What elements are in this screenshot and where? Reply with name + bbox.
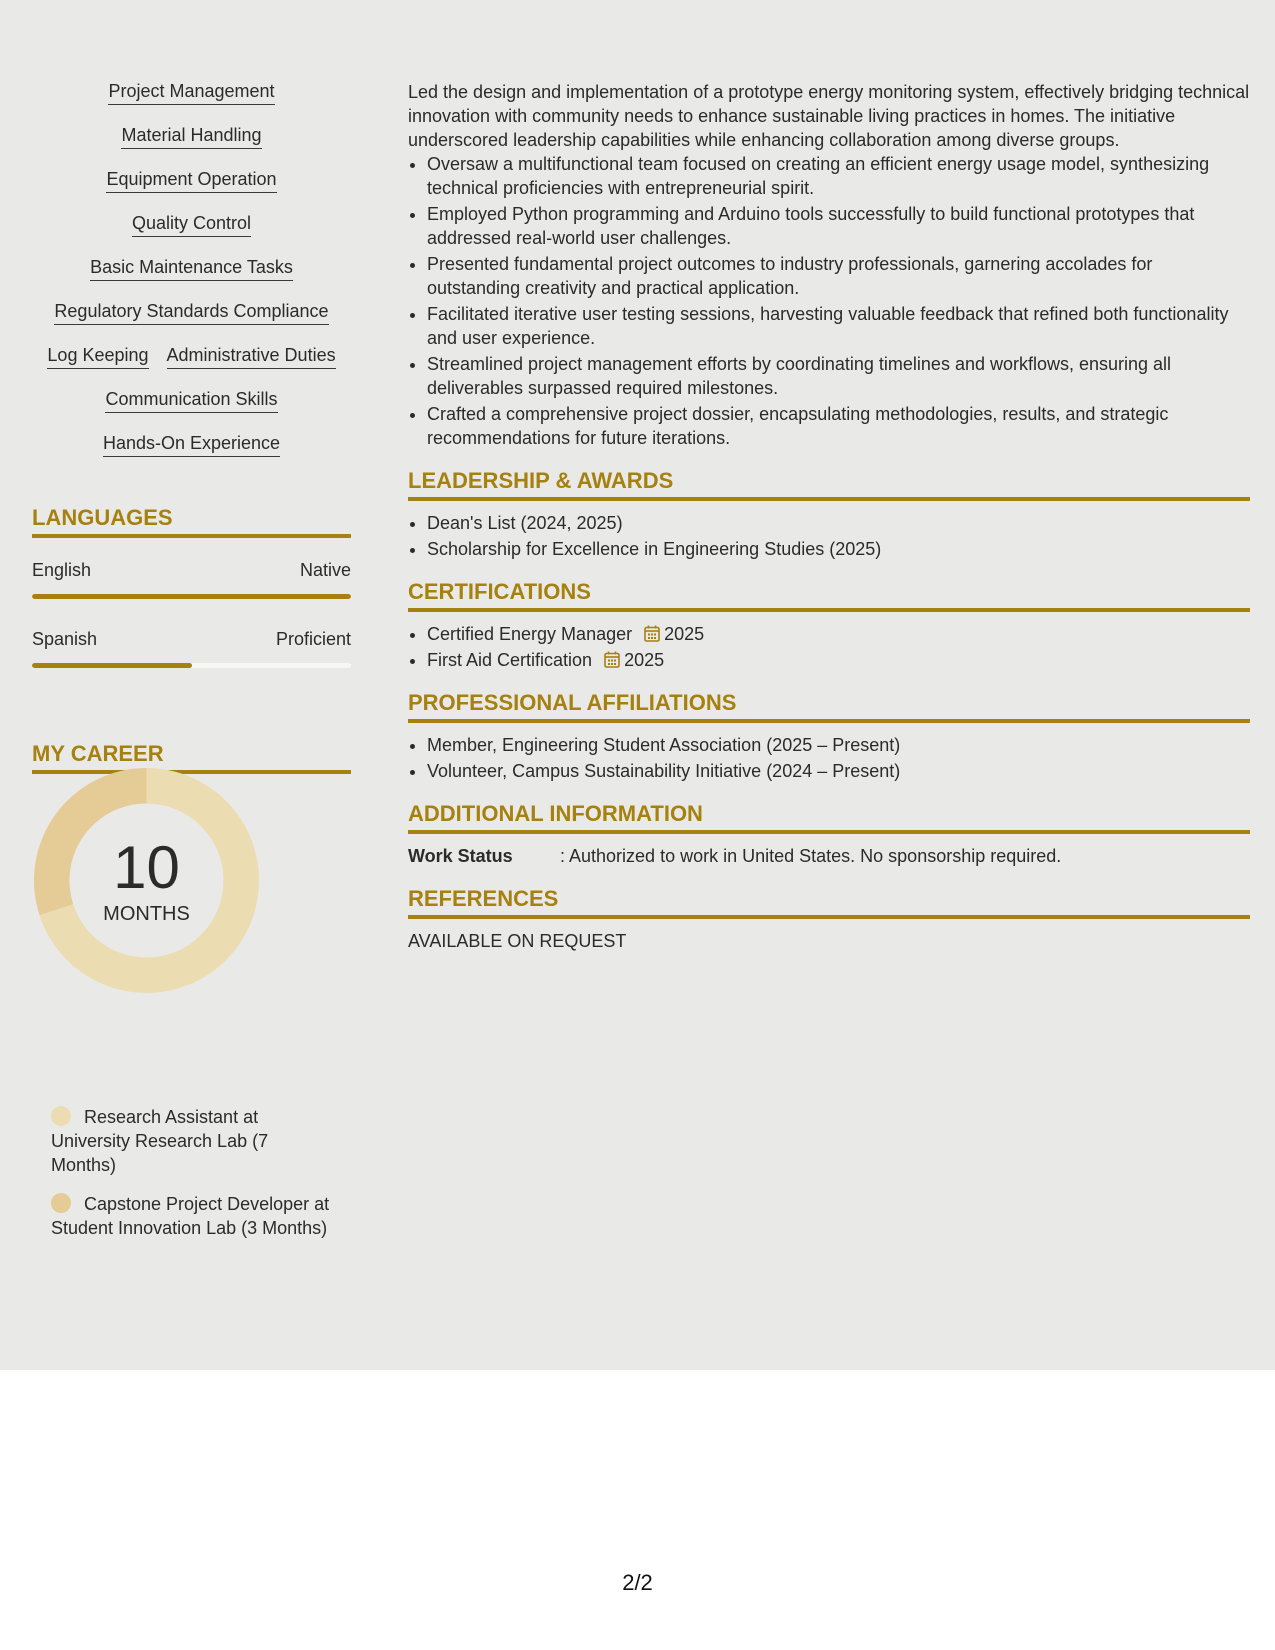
skill-row [32, 432, 351, 457]
legend-item [51, 1105, 331, 1177]
work-status-value: : Authorized to work in United States. No sponsorship required. [560, 846, 1062, 866]
skill-row [32, 212, 351, 237]
references-heading: REFERENCES [408, 885, 1250, 919]
skill-tag: Project Management [108, 80, 274, 105]
calendar-icon [644, 625, 660, 642]
language-bar-fill [32, 663, 192, 668]
project-bullets [408, 152, 1250, 450]
certifications-section [408, 578, 1250, 672]
affiliation-item: • Volunteer, Campus Sustainability Initiative (2024 – Present) [427, 759, 1250, 783]
language-name: Spanish [32, 629, 98, 649]
skill-tag: Quality Control [132, 212, 251, 237]
languages-heading: LANGUAGES [32, 504, 351, 538]
right-column [408, 80, 1250, 953]
donut-center [34, 768, 259, 993]
additional-info-section [408, 800, 1250, 868]
skill-tag: Material Handling [121, 124, 261, 149]
skill-tag: Basic Maintenance Tasks [90, 256, 293, 281]
affiliation-item: • Member, Engineering Student Association (2025 – Present) [427, 733, 1250, 757]
skill-row [32, 388, 351, 413]
calendar-icon [604, 651, 620, 668]
award-item: • Dean's List (2024, 2025) [427, 511, 1250, 535]
left-column [32, 80, 351, 774]
language-name: English [32, 560, 92, 580]
leadership-section [408, 467, 1250, 561]
legend-dot-icon [51, 1106, 71, 1126]
project-bullet: • Employed Python programming and Arduino tools successfully to build functional prototypes that addressed real-world user challenges. [427, 202, 1250, 250]
project-bullet: • Oversaw a multifunctional team focused on creating an efficient energy usage model, synthesizing technical proficiencies with entrepreneurial spirit. [427, 152, 1250, 200]
additional-info-heading: ADDITIONAL INFORMATION [408, 800, 1250, 834]
affiliations-heading: PROFESSIONAL AFFILIATIONS [408, 689, 1250, 723]
skill-row [32, 168, 351, 193]
language-bar-fill [32, 594, 351, 599]
certification-item [427, 622, 1250, 646]
legend-item [51, 1192, 331, 1240]
certifications-heading: CERTIFICATIONS [408, 578, 1250, 612]
language-bar [32, 663, 351, 668]
career-legend [51, 1105, 331, 1240]
affiliations-section [408, 689, 1250, 783]
references-text: AVAILABLE ON REQUEST [408, 931, 627, 951]
legend-dot-icon [51, 1193, 71, 1213]
skill-tag: Communication Skills [105, 388, 277, 413]
project-bullet: • Streamlined project management efforts by coordinating timelines and workflows, ensuring all deliverables surpassed required milestones. [427, 352, 1250, 400]
skill-row [32, 344, 351, 369]
award-item: • Scholarship for Excellence in Engineering Studies (2025) [427, 537, 1250, 561]
certification-name: First Aid Certification [427, 650, 593, 670]
career-donut-chart [34, 768, 259, 993]
work-status-key: Work Status [408, 846, 513, 866]
language-level: Proficient [275, 629, 351, 649]
leadership-heading: LEADERSHIP & AWARDS [408, 467, 1250, 501]
skill-row [32, 124, 351, 149]
project-bullet: • Crafted a comprehensive project dossier, encapsulating methodologies, results, and strategic recommendations for future iterations. [427, 402, 1250, 450]
legend-label: Capstone Project Developer at Student Innovation Lab (3 Months) [51, 1194, 330, 1238]
skill-tag: Administrative Duties [167, 344, 336, 369]
skill-row [32, 300, 351, 325]
skill-tag: Log Keeping [47, 344, 148, 369]
legend-label: Research Assistant at University Research Lab (7 Months) [51, 1107, 269, 1175]
skill-row [32, 256, 351, 281]
career-total-unit: MONTHS [103, 903, 190, 925]
language-spanish [32, 628, 351, 668]
work-status-row [408, 844, 1250, 868]
languages-section [32, 504, 351, 668]
certification-item [427, 648, 1250, 672]
project-summary: Led the design and implementation of a prototype energy monitoring system, effectively bridging technical innovation with community needs to enhance sustainable living practices in homes. The initiative underscored leadership capabilities while enhancing collaboration among diverse groups. [408, 82, 1250, 150]
certification-name: Certified Energy Manager [427, 624, 633, 644]
skill-tag: Regulatory Standards Compliance [54, 300, 328, 325]
skill-row [32, 80, 351, 105]
page-number: 2/2 [622, 1570, 653, 1595]
project-bullet: • Presented fundamental project outcomes to industry professionals, garnering accolades for outstanding creativity and practical application. [427, 252, 1250, 300]
certification-year: 2025 [624, 650, 665, 670]
references-section [408, 885, 1250, 953]
certification-year: 2025 [664, 624, 705, 644]
skill-tag: Hands-On Experience [103, 432, 280, 457]
project-bullet: • Facilitated iterative user testing sessions, harvesting valuable feedback that refined both functionality and user experience. [427, 302, 1250, 350]
language-level: Native [299, 560, 351, 580]
skill-tag: Equipment Operation [106, 168, 276, 193]
career-total-value: 10 [113, 834, 180, 901]
skills-list [32, 80, 351, 457]
career-heading: MY CAREER [32, 740, 351, 774]
language-english [32, 559, 351, 599]
language-bar [32, 594, 351, 599]
